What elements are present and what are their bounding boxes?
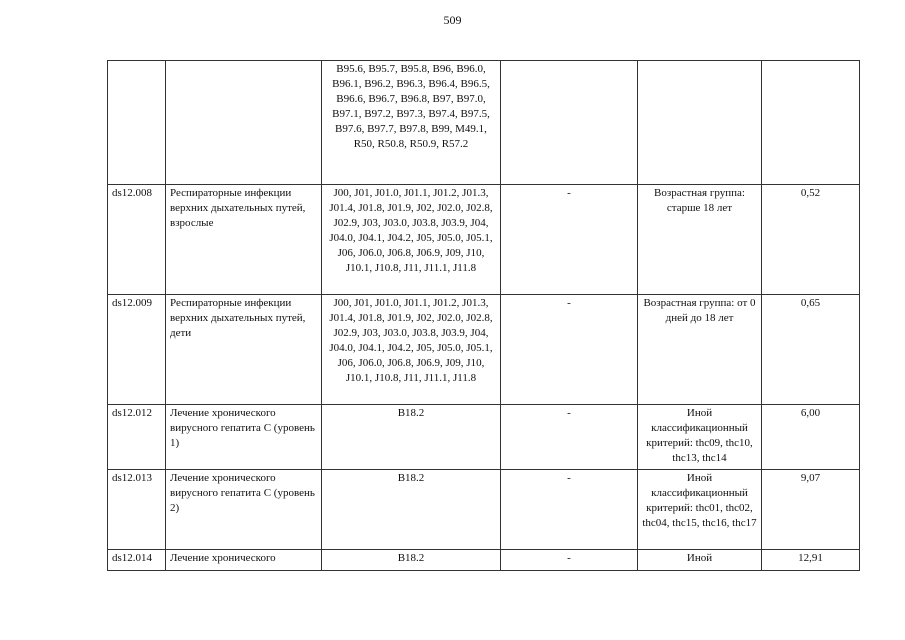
row-code: ds12.014 bbox=[108, 550, 166, 571]
row-dash: - bbox=[501, 470, 638, 550]
row-name: Лечение хронического bbox=[166, 550, 322, 571]
row-coefficient: 12,91 bbox=[762, 550, 860, 571]
ksg-table bbox=[107, 60, 860, 571]
row-name: Респираторные инфекции верхних дыхательных путей, взрослые bbox=[166, 185, 322, 295]
row-mkb-codes: B95.6, B95.7, B95.8, B96, B96.0, B96.1, B96.2, B96.3, B96.4, B96.5, B96.6, B96.7, B96.8, B97, B97.0, B97.1, B97.2, B97.3, B97.4, B97.5, B97.6, B97.7, B97.8, B99, M49.1, R50, R50.8, R50.9, R57.2 bbox=[322, 61, 501, 185]
table-row bbox=[108, 470, 860, 550]
row-code: ds12.008 bbox=[108, 185, 166, 295]
row-criterion: Иной bbox=[638, 550, 762, 571]
row-name: Лечение хронического вирусного гепатита C (уровень 1) bbox=[166, 405, 322, 470]
row-code: ds12.009 bbox=[108, 295, 166, 405]
row-code bbox=[108, 61, 166, 185]
row-criterion: Возрастная группа: старше 18 лет bbox=[638, 185, 762, 295]
row-code: ds12.012 bbox=[108, 405, 166, 470]
row-name: Респираторные инфекции верхних дыхательных путей, дети bbox=[166, 295, 322, 405]
row-coefficient: 0,52 bbox=[762, 185, 860, 295]
row-dash: - bbox=[501, 185, 638, 295]
table-row bbox=[108, 295, 860, 405]
row-mkb-codes: J00, J01, J01.0, J01.1, J01.2, J01.3, J01.4, J01.8, J01.9, J02, J02.0, J02.8, J02.9, J03, J03.0, J03.8, J03.9, J04, J04.0, J04.1, J04.2, J05, J05.0, J05.1, J06, J06.0, J06.8, J06.9, J09, J10, J10.1, J10.8, J11, J11.1, J11.8 bbox=[322, 295, 501, 405]
row-criterion: Иной классификационный критерий: thc01, thc02, thc04, thc15, thc16, thc17 bbox=[638, 470, 762, 550]
table-row bbox=[108, 405, 860, 470]
row-name: Лечение хронического вирусного гепатита C (уровень 2) bbox=[166, 470, 322, 550]
row-code: ds12.013 bbox=[108, 470, 166, 550]
row-mkb-codes: B18.2 bbox=[322, 550, 501, 571]
row-criterion bbox=[638, 61, 762, 185]
row-criterion: Возрастная группа: от 0 дней до 18 лет bbox=[638, 295, 762, 405]
row-dash bbox=[501, 61, 638, 185]
row-mkb-codes: J00, J01, J01.0, J01.1, J01.2, J01.3, J01.4, J01.8, J01.9, J02, J02.0, J02.8, J02.9, J03, J03.0, J03.8, J03.9, J04, J04.0, J04.1, J04.2, J05, J05.0, J05.1, J06, J06.0, J06.8, J06.9, J09, J10, J10.1, J10.8, J11, J11.1, J11.8 bbox=[322, 185, 501, 295]
row-name bbox=[166, 61, 322, 185]
row-criterion: Иной классификационный критерий: thc09, thc10, thc13, thc14 bbox=[638, 405, 762, 470]
row-mkb-codes: B18.2 bbox=[322, 470, 501, 550]
row-coefficient: 6,00 bbox=[762, 405, 860, 470]
row-coefficient bbox=[762, 61, 860, 185]
row-dash: - bbox=[501, 295, 638, 405]
row-dash: - bbox=[501, 405, 638, 470]
row-coefficient: 0,65 bbox=[762, 295, 860, 405]
table-row bbox=[108, 550, 860, 571]
row-coefficient: 9,07 bbox=[762, 470, 860, 550]
row-dash: - bbox=[501, 550, 638, 571]
table-row bbox=[108, 61, 860, 185]
row-mkb-codes: B18.2 bbox=[322, 405, 501, 470]
table-row bbox=[108, 185, 860, 295]
page-number: 509 bbox=[443, 13, 462, 27]
